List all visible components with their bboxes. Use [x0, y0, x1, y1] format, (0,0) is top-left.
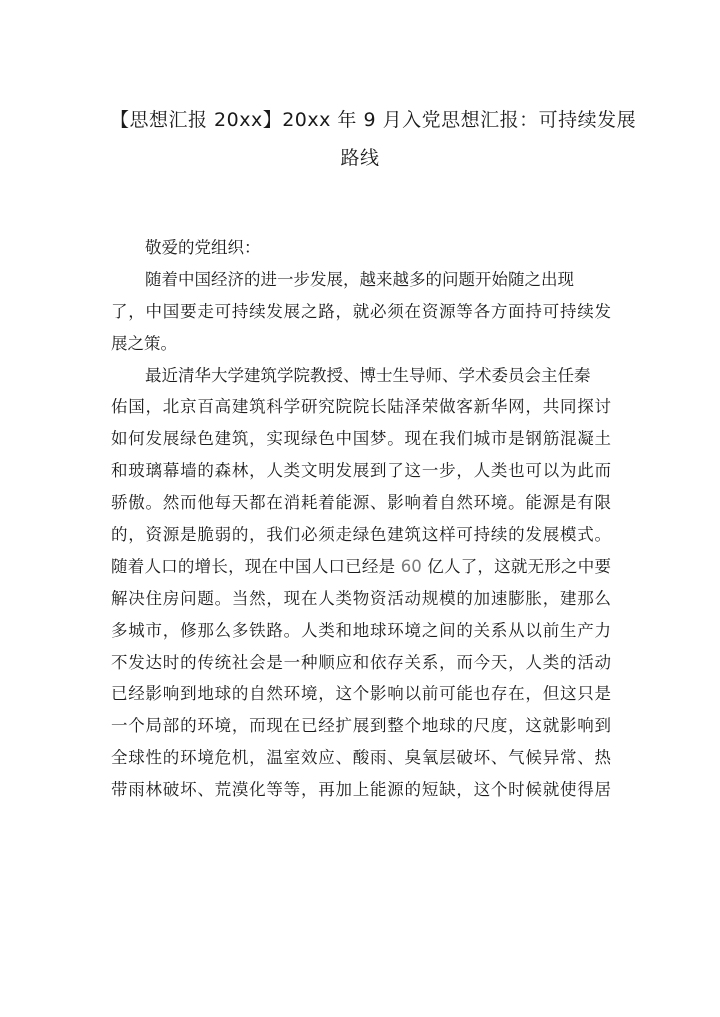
paragraph-2-line: 佑国，北京百高建筑科学研究院院长陆泽荣做客新华网，共同探讨 — [111, 397, 611, 417]
paragraph-2-line: 不发达时的传统社会是一种顺应和依存关系，而今天，人类的活动 — [111, 652, 611, 672]
paragraph-2-line: 一个局部的环境，而现在已经扩展到整个地球的尺度，这就影响到 — [111, 716, 611, 736]
paragraph-1-line: 展之策。 — [111, 333, 177, 353]
document-body — [111, 232, 611, 806]
population-number: 60 — [400, 556, 422, 576]
paragraph-2-line: 全球性的环境危机，温室效应、酸雨、臭氧层破坏、气候异常、热 — [111, 748, 611, 768]
title-line-1: 【思想汇报 20xx】20xx 年 9 月入党思想汇报：可持续发展 — [110, 109, 637, 131]
paragraph-2-line: 已经影响到地球的自然环境，这个影响以前可能也存在，但这只是 — [111, 684, 611, 704]
paragraph-2-line: 解决住房问题。当然，现在人类物资活动规模的加速膨胀，建那么 — [111, 588, 611, 608]
paragraph-2-line: 多城市，修那么多铁路。人类和地球环境之间的关系从以前生产力 — [111, 620, 611, 640]
paragraph-2-line: 骄傲。然而他每天都在消耗着能源、影响着自然环境。能源是有限 — [111, 493, 611, 513]
line-text: 随着人口的增长，现在中国人口已经是 — [111, 556, 401, 576]
document-title — [110, 101, 637, 177]
paragraph-1-line: 随着中国经济的进一步发展，越来越多的问题开始随之出现 — [145, 269, 574, 289]
paragraph-2-line: 最近清华大学建筑学院教授、博士生导师、学术委员会主任秦 — [145, 365, 591, 385]
paragraph-2-line: 的，资源是脆弱的，我们必须走绿色建筑这样可持续的发展模式。 — [111, 525, 611, 545]
title-line-2: 路线 — [340, 147, 380, 169]
paragraph-1-line: 了，中国要走可持续发展之路，就必须在资源等各方面持可持续发 — [111, 301, 611, 321]
salutation: 敬爱的党组织： — [145, 238, 261, 257]
paragraph-2-line: 带雨林破坏、荒漠化等等，再加上能源的短缺，这个时候就使得居 — [111, 780, 611, 800]
paragraph-2-line: 如何发展绿色建筑，实现绿色中国梦。现在我们城市是钢筋混凝土 — [111, 429, 611, 449]
paragraph-2-line: 和玻璃幕墙的森林，人类文明发展到了这一步，人类也可以为此而 — [111, 461, 611, 481]
line-text: 亿人了，这就无形之中要 — [421, 556, 611, 576]
paragraph-2-line — [111, 551, 611, 583]
